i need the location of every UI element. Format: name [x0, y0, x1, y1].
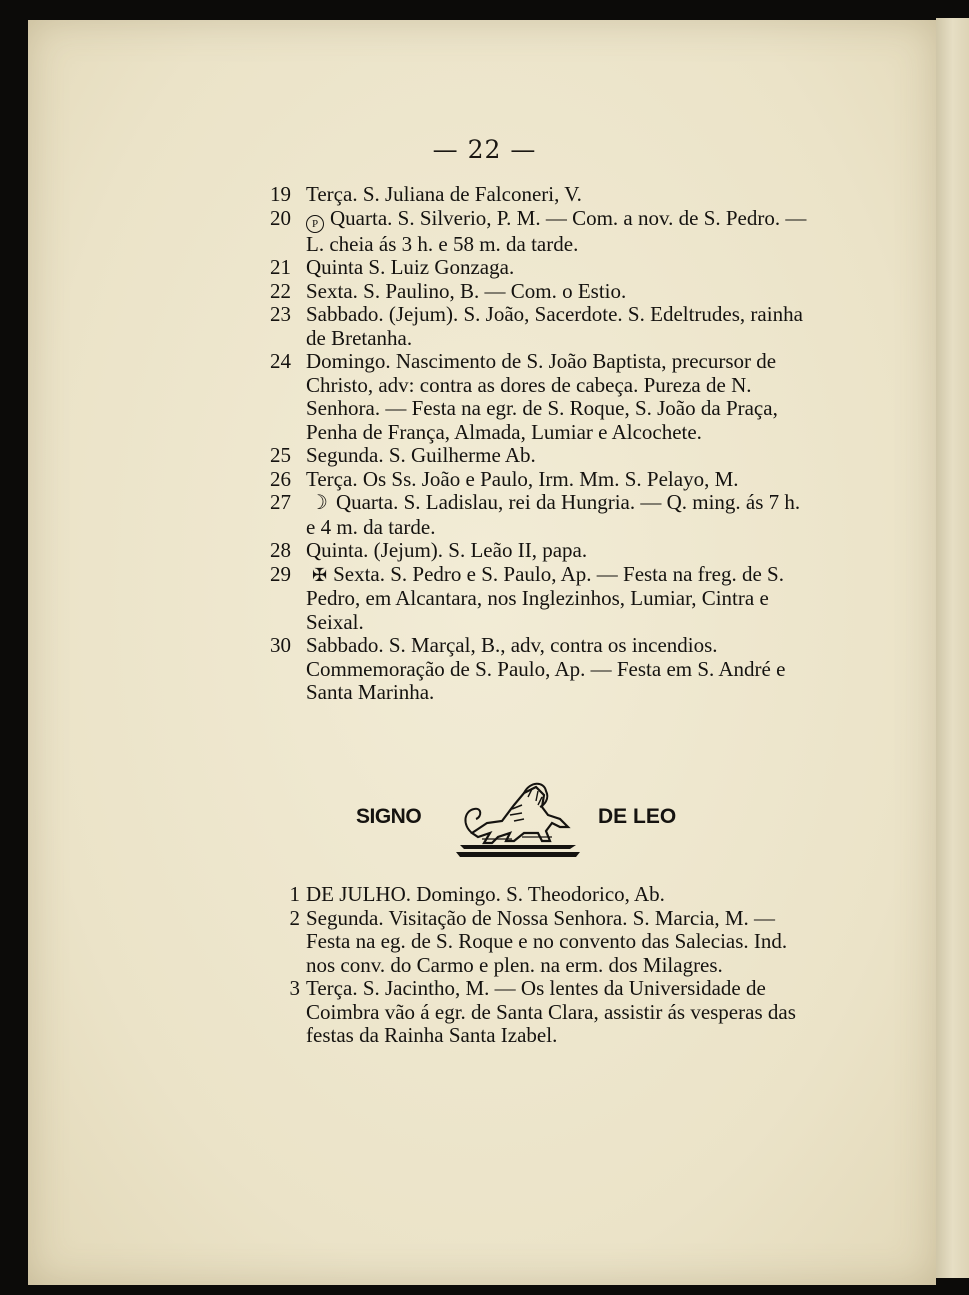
july-entries: [228, 883, 813, 1048]
day-number: 26: [270, 466, 291, 491]
sign-label: DE LEO: [598, 805, 677, 828]
calendar-entry: [228, 491, 813, 539]
entry-text: Quinta. (Jejum). S. Leão II, papa.: [306, 538, 588, 562]
calendar-entry: [228, 539, 813, 563]
calendar-entry: [228, 977, 813, 1048]
entry-text: DE JULHO. Domingo. S. Theodorico, Ab.: [306, 882, 665, 906]
day-number: 30: [270, 633, 291, 657]
zodiac-sign-heading: [340, 775, 720, 865]
next-page-edge: [936, 18, 969, 1278]
full-moon-icon: P: [306, 215, 324, 233]
calendar-entry: [228, 634, 813, 705]
day-number: 2: [289, 905, 300, 930]
entry-text: Segunda. S. Guilherme Ab.: [306, 443, 536, 467]
entry-text: Terça. S. Jacintho, M. — Os lentes da Universidade de Coimbra vão á egr. de Santa Clara, assistir ás vesperas das festas da Rainha Santa Izabel.: [306, 976, 796, 1047]
day-number: 22: [270, 278, 291, 303]
day-number: 3: [289, 976, 300, 1000]
entry-text: Sexta. S. Paulino, B. — Com. o Estio.: [306, 278, 627, 303]
entry-text: Segunda. Visitação de Nossa Senhora. S. Marcia, M. — Festa na eg. de S. Roque e no convento das Salecias. Ind. nos conv. do Carmo e plen. na erm. dos Milagres.: [306, 905, 788, 977]
june-entries: [228, 183, 813, 705]
calendar-entry: [228, 468, 813, 492]
entry-text: Sexta. S. Pedro e S. Paulo, Ap. — Festa na freg. de S. Pedro, em Alcantara, nos Inglezinhos, Lumiar, Cintra e Seixal.: [306, 561, 784, 634]
calendar-entry: [228, 183, 813, 207]
day-number: 25: [270, 443, 291, 467]
day-number: 19: [270, 182, 291, 206]
calendar-entry: [228, 303, 813, 350]
entry-text: Sabbado. S. Marçal, B., adv, contra os incendios. Commemoração de S. Paulo, Ap. — Festa em S. André e Santa Marinha.: [306, 633, 786, 704]
holy-day-cross-icon: ✠: [312, 564, 328, 585]
calendar-entry: [228, 256, 813, 280]
leo-lion-icon: [452, 775, 584, 860]
calendar-entry: [228, 350, 813, 444]
entry-text: Quarta. S. Silverio, P. M. — Com. a nov. de S. Pedro. — L. cheia ás 3 h. e 58 m. da tarde.: [306, 205, 807, 256]
calendar-entry: [228, 907, 813, 978]
entry-text: Terça. S. Juliana de Falconeri, V.: [306, 182, 582, 206]
calendar-entry: [228, 207, 813, 257]
entry-text: Domingo. Nascimento de S. João Baptista, precursor de Christo, adv: contra as dores de cabeça. Pureza de N. Senhora. — Festa na egr. de S. Roque, S. João da Praça, Penha de França, Almada, Lumiar e Alcochete.: [306, 349, 778, 444]
day-number: 24: [270, 349, 291, 373]
day-number: 21: [270, 255, 291, 279]
calendar-entry: [228, 280, 813, 304]
entry-text: Sabbado. (Jejum). S. João, Sacerdote. S. Edeltrudes, rainha de Bretanha.: [306, 302, 803, 350]
day-number: 28: [270, 538, 291, 562]
day-number: 1: [289, 882, 300, 906]
day-number: 20: [270, 205, 291, 230]
last-quarter-moon-icon: ☽: [310, 492, 328, 514]
calendar-entry: [228, 563, 813, 635]
day-number: 23: [270, 302, 291, 326]
day-number: 29: [270, 561, 291, 586]
page-number: — 22 —: [432, 135, 537, 164]
calendar-entry: [228, 444, 813, 468]
entry-text: Terça. Os Ss. João e Paulo, Irm. Mm. S. Pelayo, M.: [306, 466, 739, 491]
entry-text: Quinta S. Luiz Gonzaga.: [306, 255, 515, 279]
entry-text: Quarta. S. Ladislau, rei da Hungria. — Q. ming. ás 7 h. e 4 m. da tarde.: [306, 490, 801, 539]
calendar-entry: [228, 883, 813, 907]
sign-label: SIGNO: [356, 805, 422, 828]
day-number: 27: [270, 490, 291, 514]
